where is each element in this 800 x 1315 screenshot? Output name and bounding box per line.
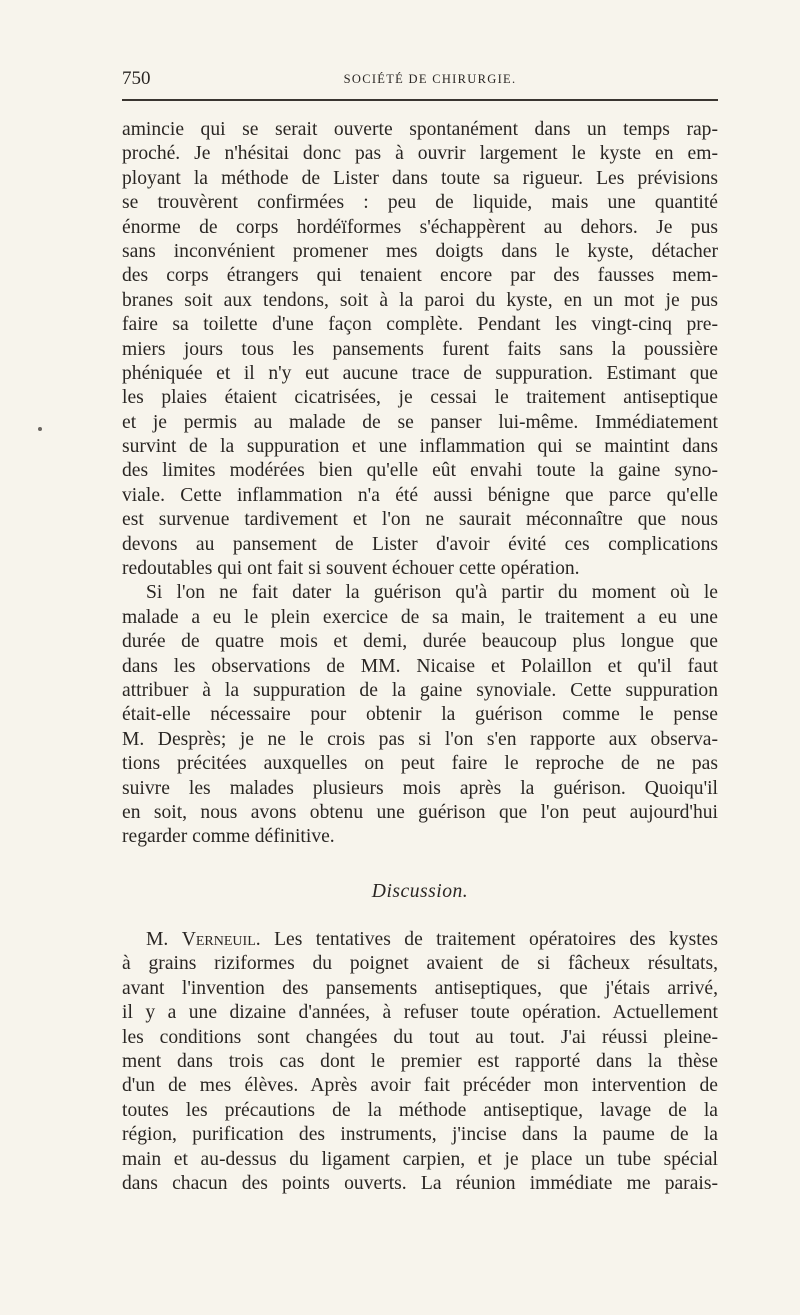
paragraph-line: M. Verneuil. Les tentatives de traitement opératoires des kystes	[146, 929, 718, 950]
paragraph-line: d'un de mes élèves. Après avoir fait précéder mon intervention de	[122, 1075, 718, 1097]
paragraph-line: des limites modérées bien qu'elle eût envahi toute la gaine syno-	[122, 460, 718, 482]
paragraph-line: proché. Je n'hésitai donc pas à ouvrir largement le kyste en em-	[122, 143, 718, 165]
paragraph-line: sans inconvénient promener mes doigts dans le kyste, détacher	[122, 240, 718, 262]
paragraph-line: M. Desprès; je ne le crois pas si l'on s'en rapporte aux observa-	[122, 728, 718, 750]
paragraph-line: région, purification des instruments, j'incise dans la paume de la	[122, 1124, 718, 1146]
paper-speck	[38, 427, 42, 431]
paragraph-line: à grains riziformes du poignet avaient de si fâcheux résultats,	[122, 953, 718, 975]
paragraph-1	[122, 118, 718, 581]
paragraph-line: viale. Cette inflammation n'a été aussi bénigne que parce qu'elle	[122, 484, 718, 506]
header-rule	[122, 99, 718, 101]
paragraph-line: il y a une dizaine d'années, à refuser toute opération. Actuellement	[122, 1002, 718, 1024]
speaker-name: Verneuil.	[181, 929, 261, 950]
paragraph-line: les plaies étaient cicatrisées, je cessai le traitement antiseptique	[122, 387, 718, 409]
paragraph-line: malade a eu le plein exercice de sa main, le traitement a eu une	[122, 606, 718, 628]
paragraph-line: miers jours tous les pansements furent faits sans la poussière	[122, 338, 718, 360]
paragraph-line: phéniquée et il n'y eut aucune trace de suppuration. Estimant que	[122, 362, 718, 384]
paragraph-line: branes soit aux tendons, soit à la paroi du kyste, en un mot je pus	[122, 289, 718, 311]
page-header	[122, 68, 718, 92]
paragraph-line: se trouvèrent confirmées : peu de liquide, mais une quantité	[122, 192, 718, 214]
section-heading: Discussion.	[371, 881, 469, 902]
paragraph-line: amincie qui se serait ouverte spontanément dans un temps rap-	[122, 119, 718, 140]
paragraph-line: ment dans trois cas dont le premier est rapporté dans la thèse	[122, 1050, 718, 1072]
paragraph-line: avant l'invention des pansements antiseptiques, que j'étais arrivé,	[122, 977, 718, 999]
paragraph-line: est survenue tardivement et l'on ne saurait méconnaître que nous	[122, 509, 718, 531]
paragraph-line: ployant la méthode de Lister dans toute sa rigueur. Les prévisions	[122, 167, 718, 189]
paragraph-line: toutes les précautions de la méthode antiseptique, lavage de la	[122, 1099, 718, 1121]
paragraph-line: les conditions sont changées du tout au tout. J'ai réussi pleine-	[122, 1026, 718, 1048]
paragraph-line: dans les observations de MM. Nicaise et Polaillon et qu'il faut	[122, 655, 718, 677]
paragraph-line: faire sa toilette d'une façon complète. Pendant les vingt-cinq pre-	[122, 314, 718, 336]
paragraph-line: énorme de corps hordéïformes s'échappèrent au dehors. Je pus	[122, 216, 718, 238]
paragraph-line: et je permis au malade de se panser lui-même. Immédiatement	[122, 411, 718, 433]
body-text-top	[122, 118, 718, 850]
paragraph-line: dans chacun des points ouverts. La réunion immédiate me parais-	[122, 1172, 718, 1194]
paragraph-line: des corps étrangers qui tenaient encore par des fausses mem-	[122, 265, 718, 287]
paragraph-line: attribuer à la suppuration de la gaine synoviale. Cette suppuration	[122, 679, 718, 701]
paragraph-3	[122, 928, 718, 1196]
running-title: SOCIÉTÉ DE CHIRURGIE.	[343, 72, 517, 86]
paragraph-line: regarder comme définitive.	[122, 826, 335, 848]
paragraph-line: survint de la suppuration et une inflammation qui se maintint dans	[122, 436, 718, 458]
paragraph-line: était-elle nécessaire pour obtenir la guérison comme le pense	[122, 704, 718, 726]
paragraph-line: durée de quatre mois et demi, durée beaucoup plus longue que	[122, 631, 718, 653]
paragraph-line: en soit, nous avons obtenu une guérison que l'on peut aujourd'hui	[122, 801, 718, 823]
page-number: 750	[122, 68, 151, 89]
paragraph-2	[122, 581, 718, 849]
paragraph-line: Si l'on ne fait dater la guérison qu'à partir du moment où le	[146, 582, 718, 604]
paragraph-line: suivre les malades plusieurs mois après la guérison. Quoiqu'il	[122, 777, 718, 799]
paragraph-line: tions précitées auxquelles on peut faire le reproche de ne pas	[122, 753, 718, 775]
paragraph-line: redoutables qui ont fait si souvent échouer cette opération.	[122, 558, 580, 580]
paragraph-line: devons au pansement de Lister d'avoir évité ces complications	[122, 533, 718, 555]
paragraph-line: main et au-dessus du ligament carpien, et je place un tube spécial	[122, 1148, 718, 1170]
